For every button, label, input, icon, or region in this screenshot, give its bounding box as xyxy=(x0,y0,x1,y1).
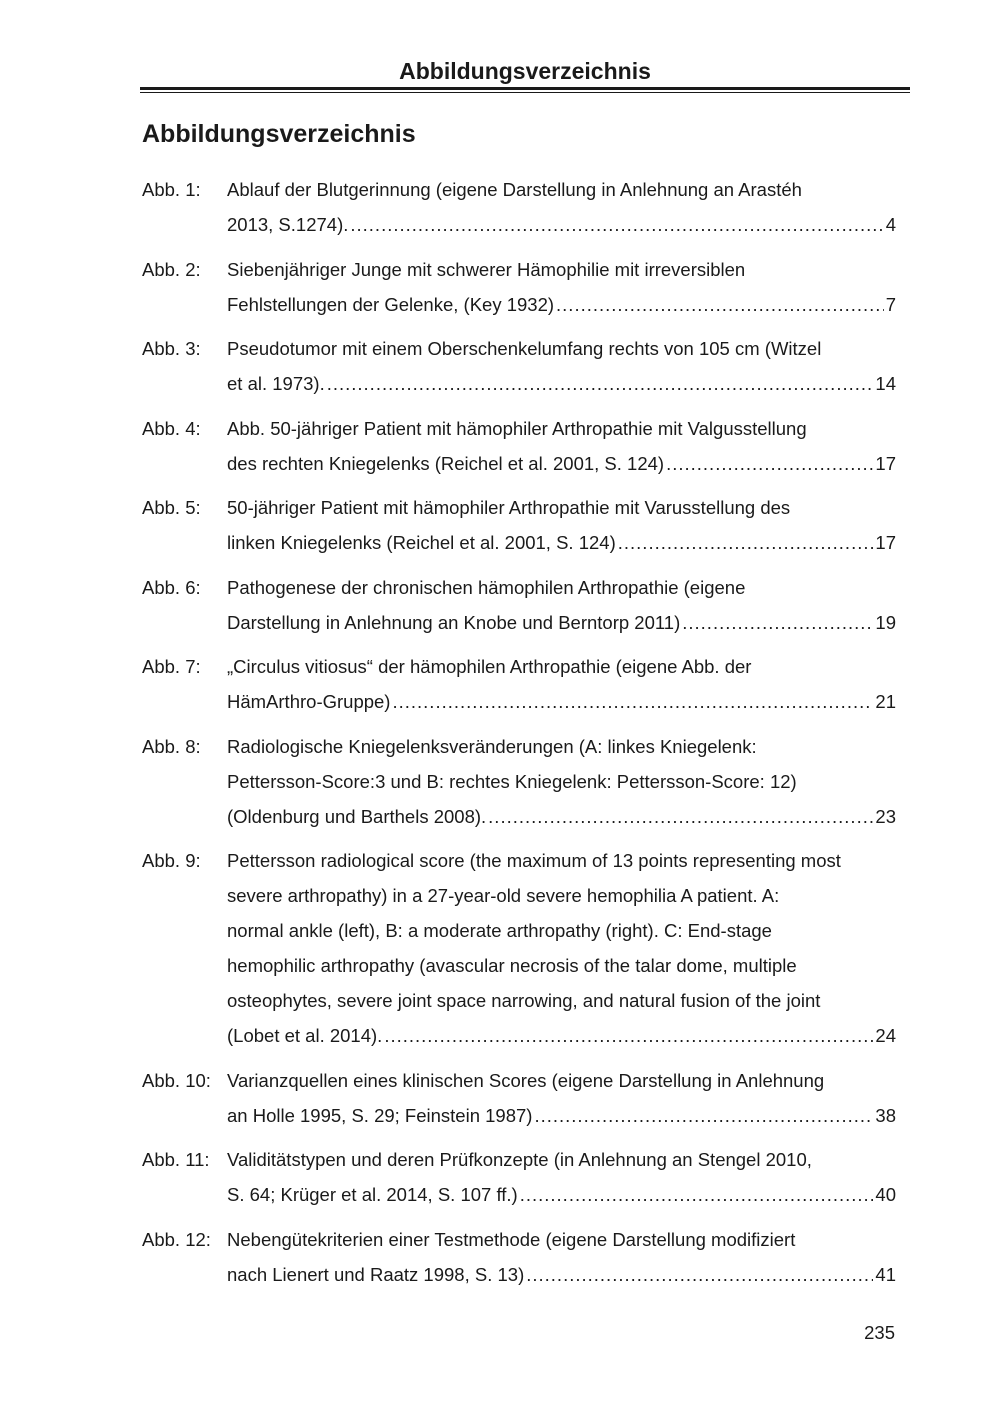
figure-page-number[interactable]: 17 xyxy=(875,532,896,553)
figure-page-number[interactable]: 24 xyxy=(875,1025,896,1046)
caption-line xyxy=(227,207,896,242)
caption-text: Ablauf der Blutgerinnung (eigene Darstellung in Anlehnung an Arastéh xyxy=(227,179,802,200)
figure-page-number[interactable]: 17 xyxy=(875,452,896,474)
dot-leader xyxy=(520,1177,874,1212)
figure-entry[interactable] xyxy=(142,411,896,481)
caption-text: des rechten Kniegelenks (Reichel et al. 2001, S. 124) xyxy=(227,452,665,474)
caption-line xyxy=(227,605,896,640)
caption-line xyxy=(227,764,896,799)
header-rule-thick xyxy=(140,87,910,90)
caption-text: nach Lienert und Raatz 1998, S. 13) xyxy=(227,1263,525,1285)
caption-text: S. 64; Krüger et al. 2014, S. 107 ff.) xyxy=(227,1184,518,1205)
caption-line xyxy=(227,843,896,878)
caption-line xyxy=(227,1222,896,1257)
caption-line xyxy=(227,799,896,834)
figure-caption xyxy=(227,331,896,401)
caption-line xyxy=(227,983,896,1018)
figure-number: Abb. 7: xyxy=(142,656,201,677)
caption-line xyxy=(227,1098,896,1133)
caption-line xyxy=(227,331,896,366)
caption-line xyxy=(227,1177,896,1212)
dot-leader xyxy=(350,207,883,242)
figure-number: Abb. 8: xyxy=(142,735,201,757)
figure-entry[interactable] xyxy=(142,649,896,719)
figure-caption xyxy=(227,649,896,719)
figure-caption xyxy=(227,172,896,242)
caption-line xyxy=(227,570,896,605)
figure-page-number[interactable]: 19 xyxy=(875,611,896,633)
figure-caption xyxy=(227,1142,896,1212)
caption-text: 2013, S.1274). xyxy=(227,214,349,235)
caption-text: Nebengütekriterien einer Testmethode (eigene Darstellung modifiziert xyxy=(227,1228,796,1250)
caption-line xyxy=(227,948,896,983)
dot-leader xyxy=(392,684,873,719)
figure-number: Abb. 1: xyxy=(142,179,201,200)
figure-caption xyxy=(227,729,896,834)
figure-caption xyxy=(227,570,896,640)
caption-text: linken Kniegelenks (Reichel et al. 2001, S. 124) xyxy=(227,532,616,553)
figure-number: Abb. 9: xyxy=(142,850,201,871)
caption-line xyxy=(227,446,896,481)
caption-text: normal ankle (left), B: a moderate arthropathy (right). C: End-stage xyxy=(227,920,772,941)
caption-line xyxy=(227,1018,896,1053)
figure-page-number[interactable]: 23 xyxy=(875,805,896,827)
caption-text: (Lobet et al. 2014). xyxy=(227,1025,383,1046)
caption-line xyxy=(227,525,896,560)
figure-number: Abb. 3: xyxy=(142,338,201,359)
figure-entry[interactable] xyxy=(142,490,896,560)
figure-list xyxy=(142,172,896,1301)
figure-caption xyxy=(227,843,896,1053)
figure-entry[interactable] xyxy=(142,1142,896,1212)
figure-caption xyxy=(227,1063,896,1133)
dot-leader xyxy=(534,1098,873,1133)
dot-leader xyxy=(682,605,873,640)
figure-entry[interactable] xyxy=(142,570,896,640)
dot-leader xyxy=(618,525,874,560)
caption-text: severe arthropathy) in a 27-year-old severe hemophilia A patient. A: xyxy=(227,885,780,906)
caption-line xyxy=(227,1063,896,1098)
figure-number: Abb. 10: xyxy=(142,1069,211,1091)
figure-number: Abb. 12: xyxy=(142,1228,211,1250)
figure-caption xyxy=(227,490,896,560)
figure-caption xyxy=(227,1222,896,1292)
page-number: 235 xyxy=(864,1322,895,1343)
caption-line xyxy=(227,649,896,684)
figure-page-number[interactable]: 21 xyxy=(875,691,896,712)
dot-leader xyxy=(327,366,874,401)
caption-text: Radiologische Kniegelenksveränderungen (A: linkes Kniegelenk: xyxy=(227,735,757,757)
caption-text: Abb. 50-jähriger Patient mit hämophiler Arthropathie mit Valgusstellung xyxy=(227,417,807,439)
figure-page-number[interactable]: 14 xyxy=(875,373,896,394)
caption-line xyxy=(227,684,896,719)
caption-text: hemophilic arthropathy (avascular necrosis of the talar dome, multiple xyxy=(227,955,797,976)
caption-line xyxy=(227,287,896,322)
caption-text: Pseudotumor mit einem Oberschenkelumfang rechts von 105 cm (Witzel xyxy=(227,338,822,359)
caption-text: (Oldenburg und Barthels 2008). xyxy=(227,805,487,827)
figure-page-number[interactable]: 7 xyxy=(885,293,896,315)
caption-line xyxy=(227,913,896,948)
caption-line xyxy=(227,729,896,764)
figure-entry[interactable] xyxy=(142,1222,896,1292)
figure-page-number[interactable]: 38 xyxy=(875,1104,896,1126)
caption-line xyxy=(227,252,896,287)
caption-line xyxy=(227,1257,896,1292)
caption-text: HämArthro-Gruppe) xyxy=(227,691,391,712)
caption-text: Pettersson-Score:3 und B: rechtes Kniegelenk: Pettersson-Score: 12) xyxy=(227,770,797,792)
figure-entry[interactable] xyxy=(142,331,896,401)
caption-text: Pettersson radiological score (the maximum of 13 points representing most xyxy=(227,850,841,871)
figure-entry[interactable] xyxy=(142,252,896,322)
figure-number: Abb. 6: xyxy=(142,576,201,598)
dot-leader xyxy=(666,446,873,481)
figure-page-number[interactable]: 41 xyxy=(875,1263,896,1285)
caption-text: an Holle 1995, S. 29; Feinstein 1987) xyxy=(227,1104,533,1126)
figure-entry[interactable] xyxy=(142,1063,896,1133)
caption-text: „Circulus vitiosus“ der hämophilen Arthropathie (eigene Abb. der xyxy=(227,656,752,677)
caption-text: et al. 1973). xyxy=(227,373,325,394)
figure-page-number[interactable]: 40 xyxy=(875,1184,896,1205)
caption-line xyxy=(227,411,896,446)
figure-number: Abb. 11: xyxy=(142,1149,210,1170)
caption-text: Validitätstypen und deren Prüfkonzepte (in Anlehnung an Stengel 2010, xyxy=(227,1149,812,1170)
caption-line xyxy=(227,172,896,207)
figure-entry[interactable] xyxy=(142,843,896,1053)
caption-text: Pathogenese der chronischen hämophilen Arthropathie (eigene xyxy=(227,576,746,598)
caption-text: Varianzquellen eines klinischen Scores (eigene Darstellung in Anlehnung xyxy=(227,1069,825,1091)
caption-text: Darstellung in Anlehnung an Knobe und Berntorp 2011) xyxy=(227,611,681,633)
figure-number: Abb. 2: xyxy=(142,258,201,280)
caption-line xyxy=(227,1142,896,1177)
running-header: Abbildungsverzeichnis xyxy=(399,58,651,84)
figure-number: Abb. 5: xyxy=(142,497,201,518)
caption-line xyxy=(227,490,896,525)
figure-page-number[interactable]: 4 xyxy=(885,214,896,235)
caption-text: Fehlstellungen der Gelenke, (Key 1932) xyxy=(227,293,555,315)
figure-caption xyxy=(227,252,896,322)
caption-text: osteophytes, severe joint space narrowing, and natural fusion of the joint xyxy=(227,990,821,1011)
figure-entry[interactable] xyxy=(142,729,896,834)
figure-caption xyxy=(227,411,896,481)
dot-leader xyxy=(556,287,884,322)
caption-text: 50-jähriger Patient mit hämophiler Arthropathie mit Varusstellung des xyxy=(227,497,791,518)
dot-leader xyxy=(488,799,873,834)
header-rule-thin xyxy=(140,92,910,93)
page-title: Abbildungsverzeichnis xyxy=(142,120,416,148)
caption-line xyxy=(227,878,896,913)
figure-entry[interactable] xyxy=(142,172,896,242)
dot-leader xyxy=(526,1257,873,1292)
figure-number: Abb. 4: xyxy=(142,417,201,439)
caption-text: Siebenjähriger Junge mit schwerer Hämophilie mit irreversiblen xyxy=(227,258,746,280)
caption-line xyxy=(227,366,896,401)
dot-leader xyxy=(384,1018,873,1053)
